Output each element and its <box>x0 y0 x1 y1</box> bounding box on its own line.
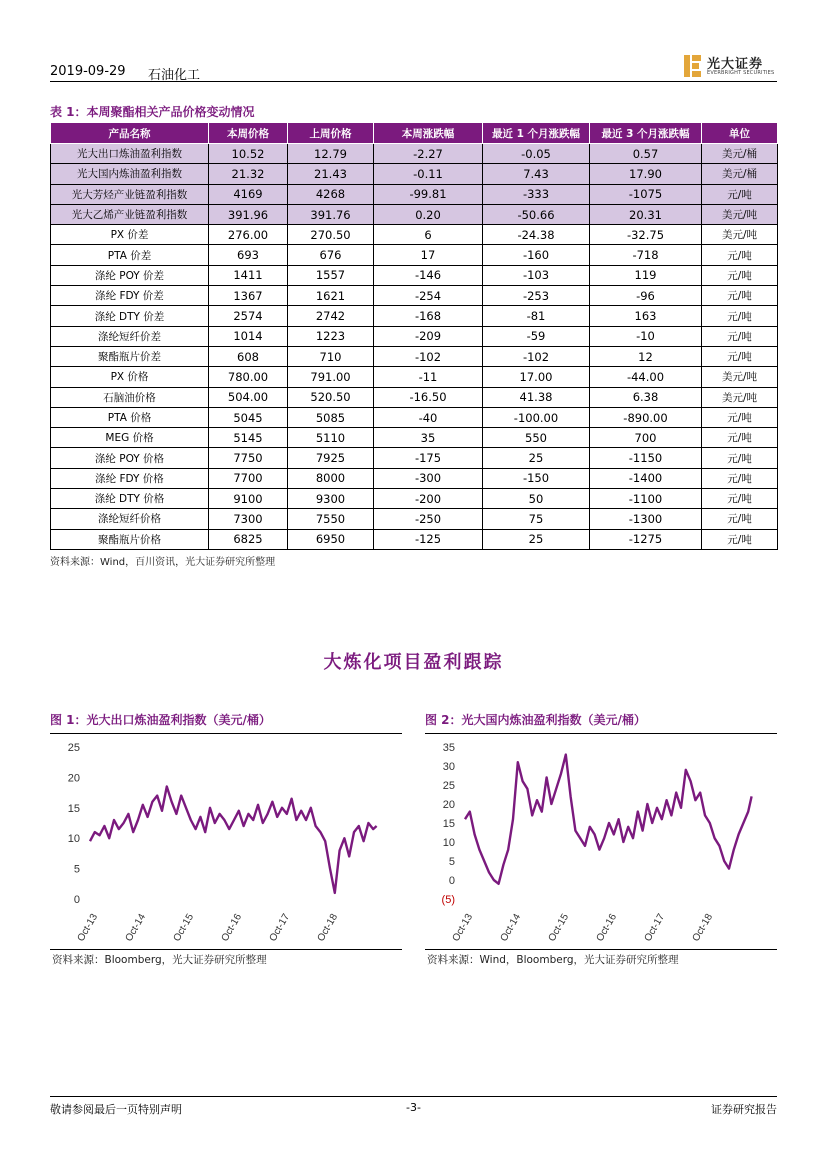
column-header: 产品名称 <box>51 123 209 144</box>
everbright-logo-icon <box>683 54 703 78</box>
value-cell: 7750 <box>209 448 288 468</box>
value-cell: 1014 <box>209 326 288 346</box>
value-cell: 1557 <box>288 265 374 285</box>
y-tick-label: 35 <box>442 742 455 754</box>
value-cell: 1411 <box>209 265 288 285</box>
table-row <box>51 144 778 164</box>
product-name-cell: 石脑油价格 <box>51 387 209 407</box>
unit-cell: 元/吨 <box>702 326 778 346</box>
table-row <box>51 448 778 468</box>
series-line <box>465 755 752 884</box>
unit-cell: 元/吨 <box>702 509 778 529</box>
value-cell: -2.27 <box>374 144 483 164</box>
table-row <box>51 225 778 245</box>
y-tick-label: 25 <box>67 742 80 754</box>
value-cell: 0.57 <box>590 144 702 164</box>
value-cell: -16.50 <box>374 387 483 407</box>
table-body <box>51 144 778 550</box>
unit-cell: 元/吨 <box>702 428 778 448</box>
value-cell: -40 <box>374 407 483 427</box>
value-cell: -200 <box>374 489 483 509</box>
table-row <box>51 489 778 509</box>
table-row <box>51 529 778 549</box>
table-row <box>51 346 778 366</box>
value-cell: -253 <box>483 286 590 306</box>
value-cell: 4169 <box>209 184 288 204</box>
report-sector: 石油化工 <box>148 68 201 83</box>
x-tick-label: Oct-15 <box>546 912 572 944</box>
table-header-row <box>51 123 778 144</box>
series-line <box>90 787 377 893</box>
value-cell: 676 <box>288 245 374 265</box>
value-cell: 12 <box>590 346 702 366</box>
value-cell: 75 <box>483 509 590 529</box>
value-cell: -1075 <box>590 184 702 204</box>
price-table <box>50 122 778 550</box>
value-cell: 21.43 <box>288 164 374 184</box>
value-cell: 41.38 <box>483 387 590 407</box>
product-name-cell: 光大芳烃产业链盈利指数 <box>51 184 209 204</box>
x-tick-label: Oct-14 <box>123 912 149 944</box>
table-source: 资料来源：Wind，百川资讯，光大证券研究所整理 <box>50 557 276 568</box>
y-tick-label: 10 <box>442 837 455 849</box>
table-row <box>51 326 778 346</box>
value-cell: 700 <box>590 428 702 448</box>
value-cell: 17.00 <box>483 367 590 387</box>
value-cell: -44.00 <box>590 367 702 387</box>
y-tick-label: 15 <box>442 818 455 830</box>
value-cell: -160 <box>483 245 590 265</box>
table-row <box>51 509 778 529</box>
value-cell: 710 <box>288 346 374 366</box>
figure-2-title: 图 2：光大国内炼油盈利指数（美元/桶） <box>425 713 646 727</box>
value-cell: 693 <box>209 245 288 265</box>
value-cell: 12.79 <box>288 144 374 164</box>
value-cell: -11 <box>374 367 483 387</box>
product-name-cell: MEG 价格 <box>51 428 209 448</box>
product-name-cell: PX 价差 <box>51 225 209 245</box>
value-cell: 21.32 <box>209 164 288 184</box>
unit-cell: 元/吨 <box>702 468 778 488</box>
product-name-cell: 涤纶短纤价格 <box>51 509 209 529</box>
table-row <box>51 265 778 285</box>
unit-cell: 元/吨 <box>702 265 778 285</box>
y-tick-label: 30 <box>442 761 455 773</box>
unit-cell: 美元/吨 <box>702 204 778 224</box>
value-cell: -1150 <box>590 448 702 468</box>
unit-cell: 元/吨 <box>702 245 778 265</box>
figure-1-bottom-rule <box>50 949 402 950</box>
table-row <box>51 164 778 184</box>
footer-report-type: 证券研究报告 <box>711 1103 777 1116</box>
value-cell: 5085 <box>288 407 374 427</box>
table-row <box>51 245 778 265</box>
figure-2-bottom-rule <box>425 949 777 950</box>
value-cell: -300 <box>374 468 483 488</box>
value-cell: 520.50 <box>288 387 374 407</box>
value-cell: 0.20 <box>374 204 483 224</box>
product-name-cell: 聚酯瓶片价差 <box>51 346 209 366</box>
x-tick-label: Oct-18 <box>315 912 341 944</box>
product-name-cell: 涤纶 POY 价格 <box>51 448 209 468</box>
value-cell: 1367 <box>209 286 288 306</box>
value-cell: -250 <box>374 509 483 529</box>
product-name-cell: 涤纶 DTY 价格 <box>51 489 209 509</box>
value-cell: 504.00 <box>209 387 288 407</box>
unit-cell: 美元/吨 <box>702 387 778 407</box>
value-cell: 17 <box>374 245 483 265</box>
page-header <box>50 52 777 82</box>
y-tick-label: 25 <box>442 780 455 792</box>
table-row <box>51 306 778 326</box>
value-cell: -125 <box>374 529 483 549</box>
y-tick-label: 10 <box>67 833 80 846</box>
logo-name-en: EVERBRIGHT SECURITIES <box>707 70 775 76</box>
value-cell: 5145 <box>209 428 288 448</box>
value-cell: 7550 <box>288 509 374 529</box>
y-tick-label: 20 <box>442 799 455 811</box>
unit-cell: 元/吨 <box>702 407 778 427</box>
value-cell: -32.75 <box>590 225 702 245</box>
table-row <box>51 184 778 204</box>
value-cell: -59 <box>483 326 590 346</box>
value-cell: 25 <box>483 529 590 549</box>
unit-cell: 元/吨 <box>702 184 778 204</box>
column-header: 最近 3 个月涨跌幅 <box>590 123 702 144</box>
table-row <box>51 387 778 407</box>
unit-cell: 元/吨 <box>702 529 778 549</box>
company-logo <box>683 52 775 80</box>
value-cell: -150 <box>483 468 590 488</box>
value-cell: -103 <box>483 265 590 285</box>
figure-2-chart <box>425 737 777 947</box>
table-row <box>51 286 778 306</box>
column-header: 最近 1 个月涨跌幅 <box>483 123 590 144</box>
value-cell: -1300 <box>590 509 702 529</box>
value-cell: 6950 <box>288 529 374 549</box>
unit-cell: 元/吨 <box>702 346 778 366</box>
product-name-cell: PTA 价格 <box>51 407 209 427</box>
value-cell: -0.05 <box>483 144 590 164</box>
table-row <box>51 468 778 488</box>
table-title: 表 1：本周聚酯相关产品价格变动情况 <box>50 105 255 119</box>
value-cell: -24.38 <box>483 225 590 245</box>
page-number: -3- <box>406 1101 421 1114</box>
y-tick-label: 5 <box>73 863 80 876</box>
value-cell: -50.66 <box>483 204 590 224</box>
unit-cell: 元/吨 <box>702 306 778 326</box>
table-row <box>51 204 778 224</box>
value-cell: 391.96 <box>209 204 288 224</box>
value-cell: -102 <box>374 346 483 366</box>
value-cell: 163 <box>590 306 702 326</box>
x-tick-label: Oct-15 <box>171 912 197 944</box>
x-tick-label: Oct-14 <box>498 912 524 944</box>
column-header: 单位 <box>702 123 778 144</box>
value-cell: -718 <box>590 245 702 265</box>
value-cell: 780.00 <box>209 367 288 387</box>
value-cell: 17.90 <box>590 164 702 184</box>
value-cell: 2574 <box>209 306 288 326</box>
unit-cell: 元/吨 <box>702 286 778 306</box>
value-cell: 608 <box>209 346 288 366</box>
value-cell: 50 <box>483 489 590 509</box>
value-cell: 1223 <box>288 326 374 346</box>
unit-cell: 美元/吨 <box>702 367 778 387</box>
unit-cell: 元/吨 <box>702 448 778 468</box>
value-cell: 20.31 <box>590 204 702 224</box>
product-name-cell: 涤纶 POY 价差 <box>51 265 209 285</box>
table-row <box>51 428 778 448</box>
y-tick-label: 0 <box>448 875 455 887</box>
product-name-cell: 光大出口炼油盈利指数 <box>51 144 209 164</box>
unit-cell: 美元/桶 <box>702 144 778 164</box>
product-name-cell: PTA 价差 <box>51 245 209 265</box>
value-cell: 25 <box>483 448 590 468</box>
column-header: 上周价格 <box>288 123 374 144</box>
value-cell: 270.50 <box>288 225 374 245</box>
value-cell: 7.43 <box>483 164 590 184</box>
value-cell: 35 <box>374 428 483 448</box>
report-date: 2019-09-29 <box>50 64 126 79</box>
logo-name-cn: 光大证券 <box>707 57 764 72</box>
figure-2-source: 资料来源：Wind，Bloomberg，光大证券研究所整理 <box>427 954 679 966</box>
value-cell: 1621 <box>288 286 374 306</box>
x-tick-label: Oct-17 <box>267 912 293 944</box>
value-cell: -81 <box>483 306 590 326</box>
value-cell: -254 <box>374 286 483 306</box>
value-cell: -99.81 <box>374 184 483 204</box>
value-cell: 550 <box>483 428 590 448</box>
value-cell: -96 <box>590 286 702 306</box>
value-cell: -0.11 <box>374 164 483 184</box>
value-cell: 9300 <box>288 489 374 509</box>
value-cell: 7300 <box>209 509 288 529</box>
value-cell: 10.52 <box>209 144 288 164</box>
value-cell: 6.38 <box>590 387 702 407</box>
value-cell: -10 <box>590 326 702 346</box>
figure-1-title: 图 1：光大出口炼油盈利指数（美元/桶） <box>50 713 271 727</box>
product-name-cell: 涤纶 FDY 价差 <box>51 286 209 306</box>
unit-cell: 美元/桶 <box>702 164 778 184</box>
product-name-cell: PX 价格 <box>51 367 209 387</box>
value-cell: 7925 <box>288 448 374 468</box>
product-name-cell: 涤纶 FDY 价格 <box>51 468 209 488</box>
y-tick-label: 0 <box>73 894 80 906</box>
value-cell: 6 <box>374 225 483 245</box>
column-header: 本周价格 <box>209 123 288 144</box>
value-cell: 5110 <box>288 428 374 448</box>
y-tick-label: 20 <box>67 772 80 785</box>
value-cell: -890.00 <box>590 407 702 427</box>
value-cell: -1400 <box>590 468 702 488</box>
product-name-cell: 光大乙烯产业链盈利指数 <box>51 204 209 224</box>
value-cell: 391.76 <box>288 204 374 224</box>
figure-1-top-rule <box>50 733 402 734</box>
value-cell: 6825 <box>209 529 288 549</box>
value-cell: -102 <box>483 346 590 366</box>
value-cell: -209 <box>374 326 483 346</box>
value-cell: -1100 <box>590 489 702 509</box>
figure-1-source: 资料来源：Bloomberg，光大证券研究所整理 <box>52 954 267 966</box>
product-name-cell: 光大国内炼油盈利指数 <box>51 164 209 184</box>
table-row <box>51 367 778 387</box>
unit-cell: 元/吨 <box>702 489 778 509</box>
value-cell: 5045 <box>209 407 288 427</box>
product-name-cell: 涤纶 DTY 价差 <box>51 306 209 326</box>
value-cell: -175 <box>374 448 483 468</box>
x-tick-label: Oct-16 <box>594 912 620 944</box>
value-cell: -1275 <box>590 529 702 549</box>
footer-rule <box>50 1096 777 1097</box>
y-tick-label: 15 <box>67 802 80 815</box>
value-cell: 791.00 <box>288 367 374 387</box>
value-cell: 9100 <box>209 489 288 509</box>
table-row <box>51 407 778 427</box>
figure-2-top-rule <box>425 733 777 734</box>
y-tick-label: 5 <box>448 856 455 868</box>
x-tick-label: Oct-13 <box>75 912 101 944</box>
value-cell: 276.00 <box>209 225 288 245</box>
value-cell: 4268 <box>288 184 374 204</box>
column-header: 本周涨跌幅 <box>374 123 483 144</box>
unit-cell: 美元/吨 <box>702 225 778 245</box>
value-cell: -333 <box>483 184 590 204</box>
x-tick-label: Oct-13 <box>450 912 476 944</box>
section-title: 大炼化项目盈利跟踪 <box>323 652 504 673</box>
figure-1-chart <box>50 737 402 947</box>
product-name-cell: 聚酯瓶片价格 <box>51 529 209 549</box>
x-tick-label: Oct-17 <box>642 912 668 944</box>
x-tick-label: Oct-16 <box>219 912 245 944</box>
value-cell: 2742 <box>288 306 374 326</box>
value-cell: 8000 <box>288 468 374 488</box>
value-cell: -168 <box>374 306 483 326</box>
y-tick-label: (5) <box>441 894 455 906</box>
product-name-cell: 涤纶短纤价差 <box>51 326 209 346</box>
value-cell: -100.00 <box>483 407 590 427</box>
footer-disclaimer: 敬请参阅最后一页特别声明 <box>50 1103 182 1116</box>
value-cell: 7700 <box>209 468 288 488</box>
x-tick-label: Oct-18 <box>690 912 716 944</box>
value-cell: -146 <box>374 265 483 285</box>
price-table-wrapper <box>50 122 777 550</box>
value-cell: 119 <box>590 265 702 285</box>
